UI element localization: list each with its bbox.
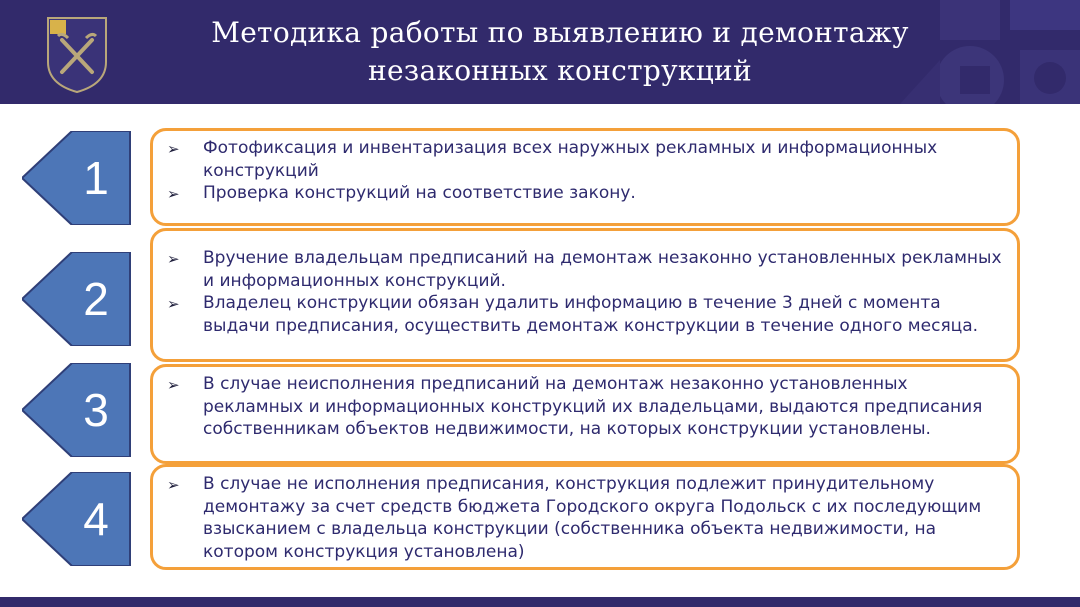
step-2-bullet-2-text: Владелец конструкции обязан удалить информацию в течение 3 дней с момента выдачи предписания, осуществить демонтаж конструкции в течение одного месяца. [203, 293, 979, 336]
step-4-box [150, 464, 1020, 570]
step-4-number: 4 [83, 493, 109, 545]
step-2-bullet-2 [167, 292, 1003, 337]
step-3-bullet-1-text: В случае неисполнения предписаний на демонтаж незаконно установленных рекламных и информационных конструкций их владельцами, выдаются предписания собственникам объектов недвижимости, на которых конструкции установлены. [203, 374, 983, 439]
bullet-arrow-icon: ➢ [167, 185, 180, 203]
step-1-bullet-1 [167, 137, 1003, 182]
step-2-bullet-1-text: Вручение владельцам предписаний на демонтаж незаконно установленных рекламных и информационных конструкций. [203, 248, 1002, 291]
header-banner [0, 0, 1080, 104]
step-3-number: 3 [83, 384, 109, 436]
step-4-bullet-1-text: В случае не исполнения предписания, конструкция подлежит принудительному демонтажу за счет средств бюджета Городского округа Подольск с их последующим взысканием с владельца конструкции (собственника объекта недвижимости, на котором конструкция установлена) [203, 474, 982, 562]
step-3-bullet-1 [167, 373, 1003, 441]
step-4-bullet-1 [167, 473, 1003, 563]
step-2-number: 2 [83, 273, 109, 325]
bullet-arrow-icon: ➢ [167, 250, 180, 268]
bullet-arrow-icon: ➢ [167, 376, 180, 394]
page-title [120, 14, 1000, 90]
step-2-box [150, 228, 1020, 362]
step-2-bullet-1 [167, 247, 1003, 292]
step-1-bullet-2 [167, 182, 1003, 206]
step-1-bullet-2-text: Проверка конструкций на соответствие закону. [203, 183, 636, 203]
coat-of-arms-icon [44, 14, 110, 94]
page-title-line-2: незаконных конструкций [368, 54, 752, 87]
step-1-number: 1 [83, 152, 109, 204]
bullet-arrow-icon: ➢ [167, 295, 180, 313]
bullet-arrow-icon: ➢ [167, 476, 180, 494]
step-3-box [150, 364, 1020, 464]
step-1-box [150, 128, 1020, 226]
bullet-arrow-icon: ➢ [167, 140, 180, 158]
page-title-line-1: Методика работы по выявлению и демонтажу [211, 16, 909, 49]
step-1-bullet-1-text: Фотофиксация и инвентаризация всех наружных рекламных и информационных конструкций [203, 138, 938, 181]
footer-bar [0, 597, 1080, 607]
